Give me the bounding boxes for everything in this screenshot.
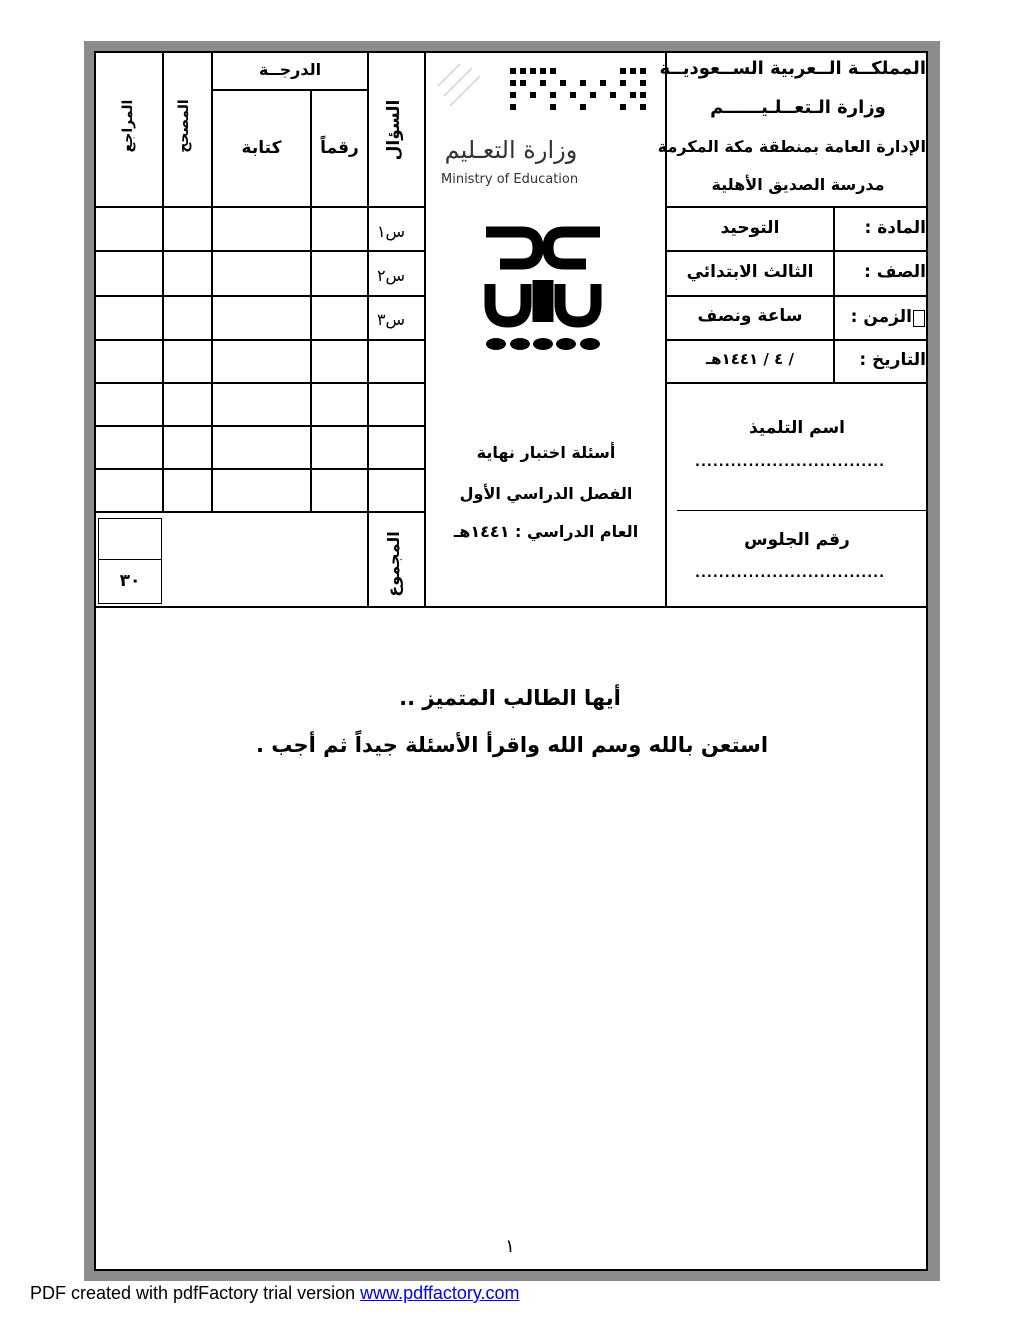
- ministry-title: وزارة الـتعــلـيــــــم: [710, 97, 886, 118]
- kingdom-title: المملكــة الــعربية الســعوديــة: [659, 58, 926, 79]
- numeric-grade-header: رقماً: [320, 138, 359, 158]
- time-label: الزمن :: [850, 307, 912, 327]
- time-label-box: [913, 310, 925, 327]
- question-label: س٣: [376, 310, 406, 329]
- corrector-header: المصحح: [176, 99, 192, 153]
- student-name-field[interactable]: ................................: [695, 455, 886, 470]
- question-label: س٢: [376, 266, 406, 285]
- ministry-of-education-logo-icon: [478, 222, 608, 354]
- time-value: ساعة ونصف: [697, 306, 803, 326]
- date-label: التاريخ :: [859, 350, 926, 370]
- date-value: / ٤ / ١٤٤١هـ: [706, 350, 794, 368]
- class-label: الصف :: [864, 262, 926, 282]
- seat-number-label: رقم الجلوس: [744, 530, 850, 550]
- exam-title-line3: العام الدراسي : ١٤٤١هـ: [453, 522, 639, 541]
- logo-english-text: Ministry of Education: [441, 172, 579, 187]
- school-name: مدرسة الصديق الأهلية: [711, 175, 885, 194]
- subject-label: المادة :: [864, 218, 926, 238]
- seat-number-field[interactable]: ................................: [695, 566, 886, 581]
- subject-value: التوحيد: [720, 218, 780, 238]
- exam-title-line1: أسئلة اختبار نهاية: [476, 443, 616, 462]
- question-label: س١: [376, 222, 406, 241]
- total-value: ٣٠: [119, 571, 141, 591]
- grade-header: الدرجــة: [258, 60, 322, 79]
- total-label: المجموع: [384, 531, 403, 597]
- exam-title-line2: الفصل الدراسي الأول: [459, 484, 633, 503]
- pdf-footer: [30, 1283, 520, 1304]
- footer-text: PDF created with pdfFactory trial version: [30, 1283, 361, 1303]
- class-value: الثالث الابتدائي: [686, 262, 814, 282]
- reviewer-header: المراجع: [120, 99, 136, 153]
- greeting-line2: استعن بالله وسم الله واقرأ الأسئلة جيداً ثم أجب .: [255, 733, 769, 757]
- ministry-dots-icon: [430, 56, 662, 116]
- page-number: ١: [505, 1236, 515, 1257]
- footer-link[interactable]: www.pdffactory.com: [360, 1283, 520, 1303]
- greeting-line1: أيها الطالب المتميز ..: [399, 686, 621, 710]
- administration-title: الإدارة العامة بمنطقة مكة المكرمة: [657, 137, 926, 156]
- written-grade-header: كتابة: [241, 138, 282, 158]
- student-name-label: اسم التلميذ: [748, 418, 846, 438]
- question-header: السؤال: [384, 99, 404, 161]
- logo-arabic-text: وزارة التعـليم: [444, 136, 578, 164]
